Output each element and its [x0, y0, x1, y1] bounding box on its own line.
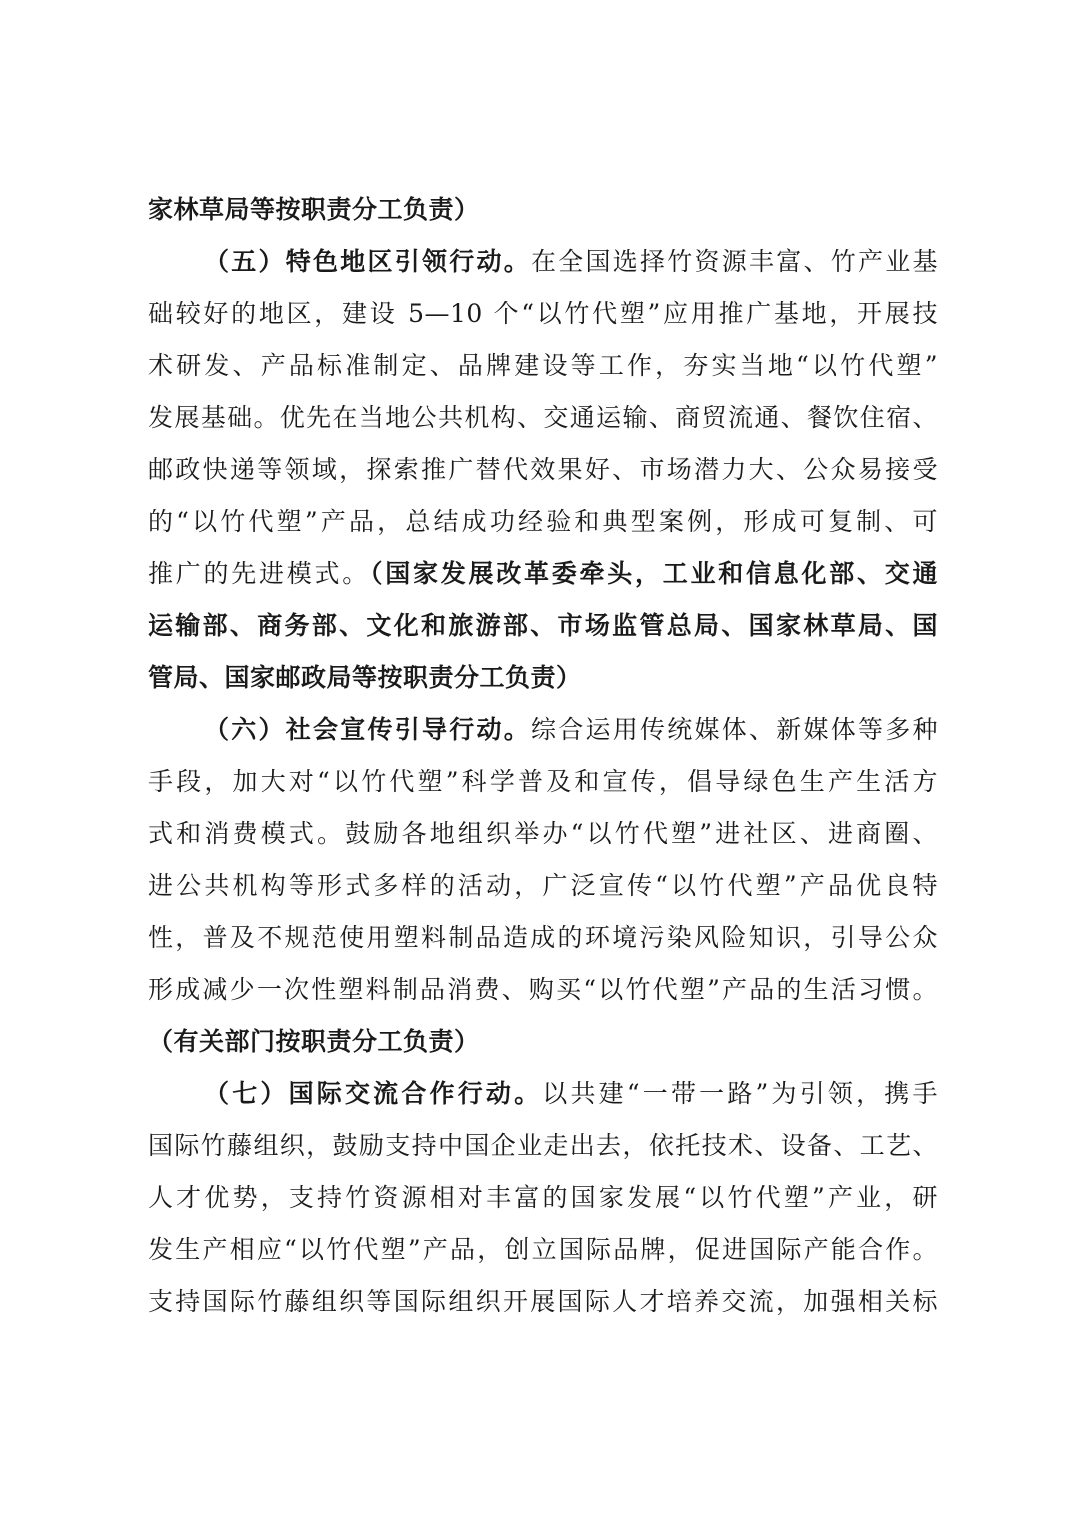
- text-line: [148, 704, 938, 756]
- text-run: 在全国选择竹资源丰富、竹产业基: [531, 247, 938, 276]
- text-line: [148, 288, 938, 340]
- text-run: 邮政快递等领域，探索推广替代效果好、市场潜力大、公众易接受: [148, 455, 938, 484]
- text-line: [148, 340, 938, 392]
- bold-text-run: （七）国际交流合作行动。: [204, 1079, 543, 1108]
- text-run: 形成减少一次性塑料制品消费、购买“以竹代塑”产品的生活习惯。: [148, 975, 938, 1004]
- text-line: [148, 652, 938, 704]
- text-run: 进公共机构等形式多样的活动，广泛宣传“以竹代塑”产品优良特: [148, 871, 938, 900]
- bold-text-run: （有关部门按职责分工负责）: [148, 1027, 480, 1056]
- text-run: 性，普及不规范使用塑料制品造成的环境污染风险知识，引导公众: [148, 923, 938, 952]
- text-run: 人才优势，支持竹资源相对丰富的国家发展“以竹代塑”产业，研: [148, 1183, 938, 1212]
- text-run: 的“以竹代塑”产品，总结成功经验和典型案例，形成可复制、可: [148, 507, 938, 536]
- text-run: 手段，加大对“以竹代塑”科学普及和宣传，倡导绿色生产生活方: [148, 767, 938, 796]
- text-line: [148, 1172, 938, 1224]
- text-run: 础较好的地区，建设 5—10 个“以竹代塑”应用推广基地，开展技: [148, 299, 938, 328]
- text-line: [148, 548, 938, 600]
- bold-text-run: 运输部、商务部、文化和旅游部、市场监管总局、国家林草局、国: [148, 611, 938, 640]
- bold-text-run: 家林草局等按职责分工负责）: [148, 195, 480, 224]
- bold-text-run: 管局、国家邮政局等按职责分工负责）: [148, 663, 582, 692]
- text-line: [148, 1276, 938, 1328]
- text-line: [148, 600, 938, 652]
- text-line: [148, 444, 938, 496]
- bold-text-run: （六）社会宣传引导行动。: [204, 715, 531, 744]
- text-line: [148, 756, 938, 808]
- text-run: 式和消费模式。鼓励各地组织举办“以竹代塑”进社区、进商圈、: [148, 819, 938, 848]
- text-run: 支持国际竹藤组织等国际组织开展国际人才培养交流，加强相关标: [148, 1287, 938, 1316]
- text-line: [148, 184, 938, 236]
- text-line: [148, 1016, 938, 1068]
- bold-text-run: （国家发展改革委牵头，工业和信息化部、交通: [370, 559, 938, 588]
- text-line: [148, 1224, 938, 1276]
- text-line: [148, 860, 938, 912]
- text-run: 推广的先进模式。: [148, 559, 370, 588]
- text-run: 国际竹藤组织，鼓励支持中国企业走出去，依托技术、设备、工艺、: [148, 1131, 938, 1160]
- text-line: [148, 496, 938, 548]
- text-line: [148, 236, 938, 288]
- text-line: [148, 1068, 938, 1120]
- text-run: 综合运用传统媒体、新媒体等多种: [531, 715, 938, 744]
- text-run: 术研发、产品标准制定、品牌建设等工作，夯实当地“以竹代塑”: [148, 351, 938, 380]
- text-line: [148, 964, 938, 1016]
- text-line: [148, 392, 938, 444]
- text-line: [148, 1120, 938, 1172]
- document-body: [148, 184, 938, 1328]
- bold-text-run: （五）特色地区引领行动。: [204, 247, 531, 276]
- text-line: [148, 808, 938, 860]
- text-run: 以共建“一带一路”为引领，携手: [542, 1079, 938, 1108]
- text-line: [148, 912, 938, 964]
- text-run: 发展基础。优先在当地公共机构、交通运输、商贸流通、餐饮住宿、: [148, 403, 938, 432]
- text-run: 发生产相应“以竹代塑”产品，创立国际品牌，促进国际产能合作。: [148, 1235, 938, 1264]
